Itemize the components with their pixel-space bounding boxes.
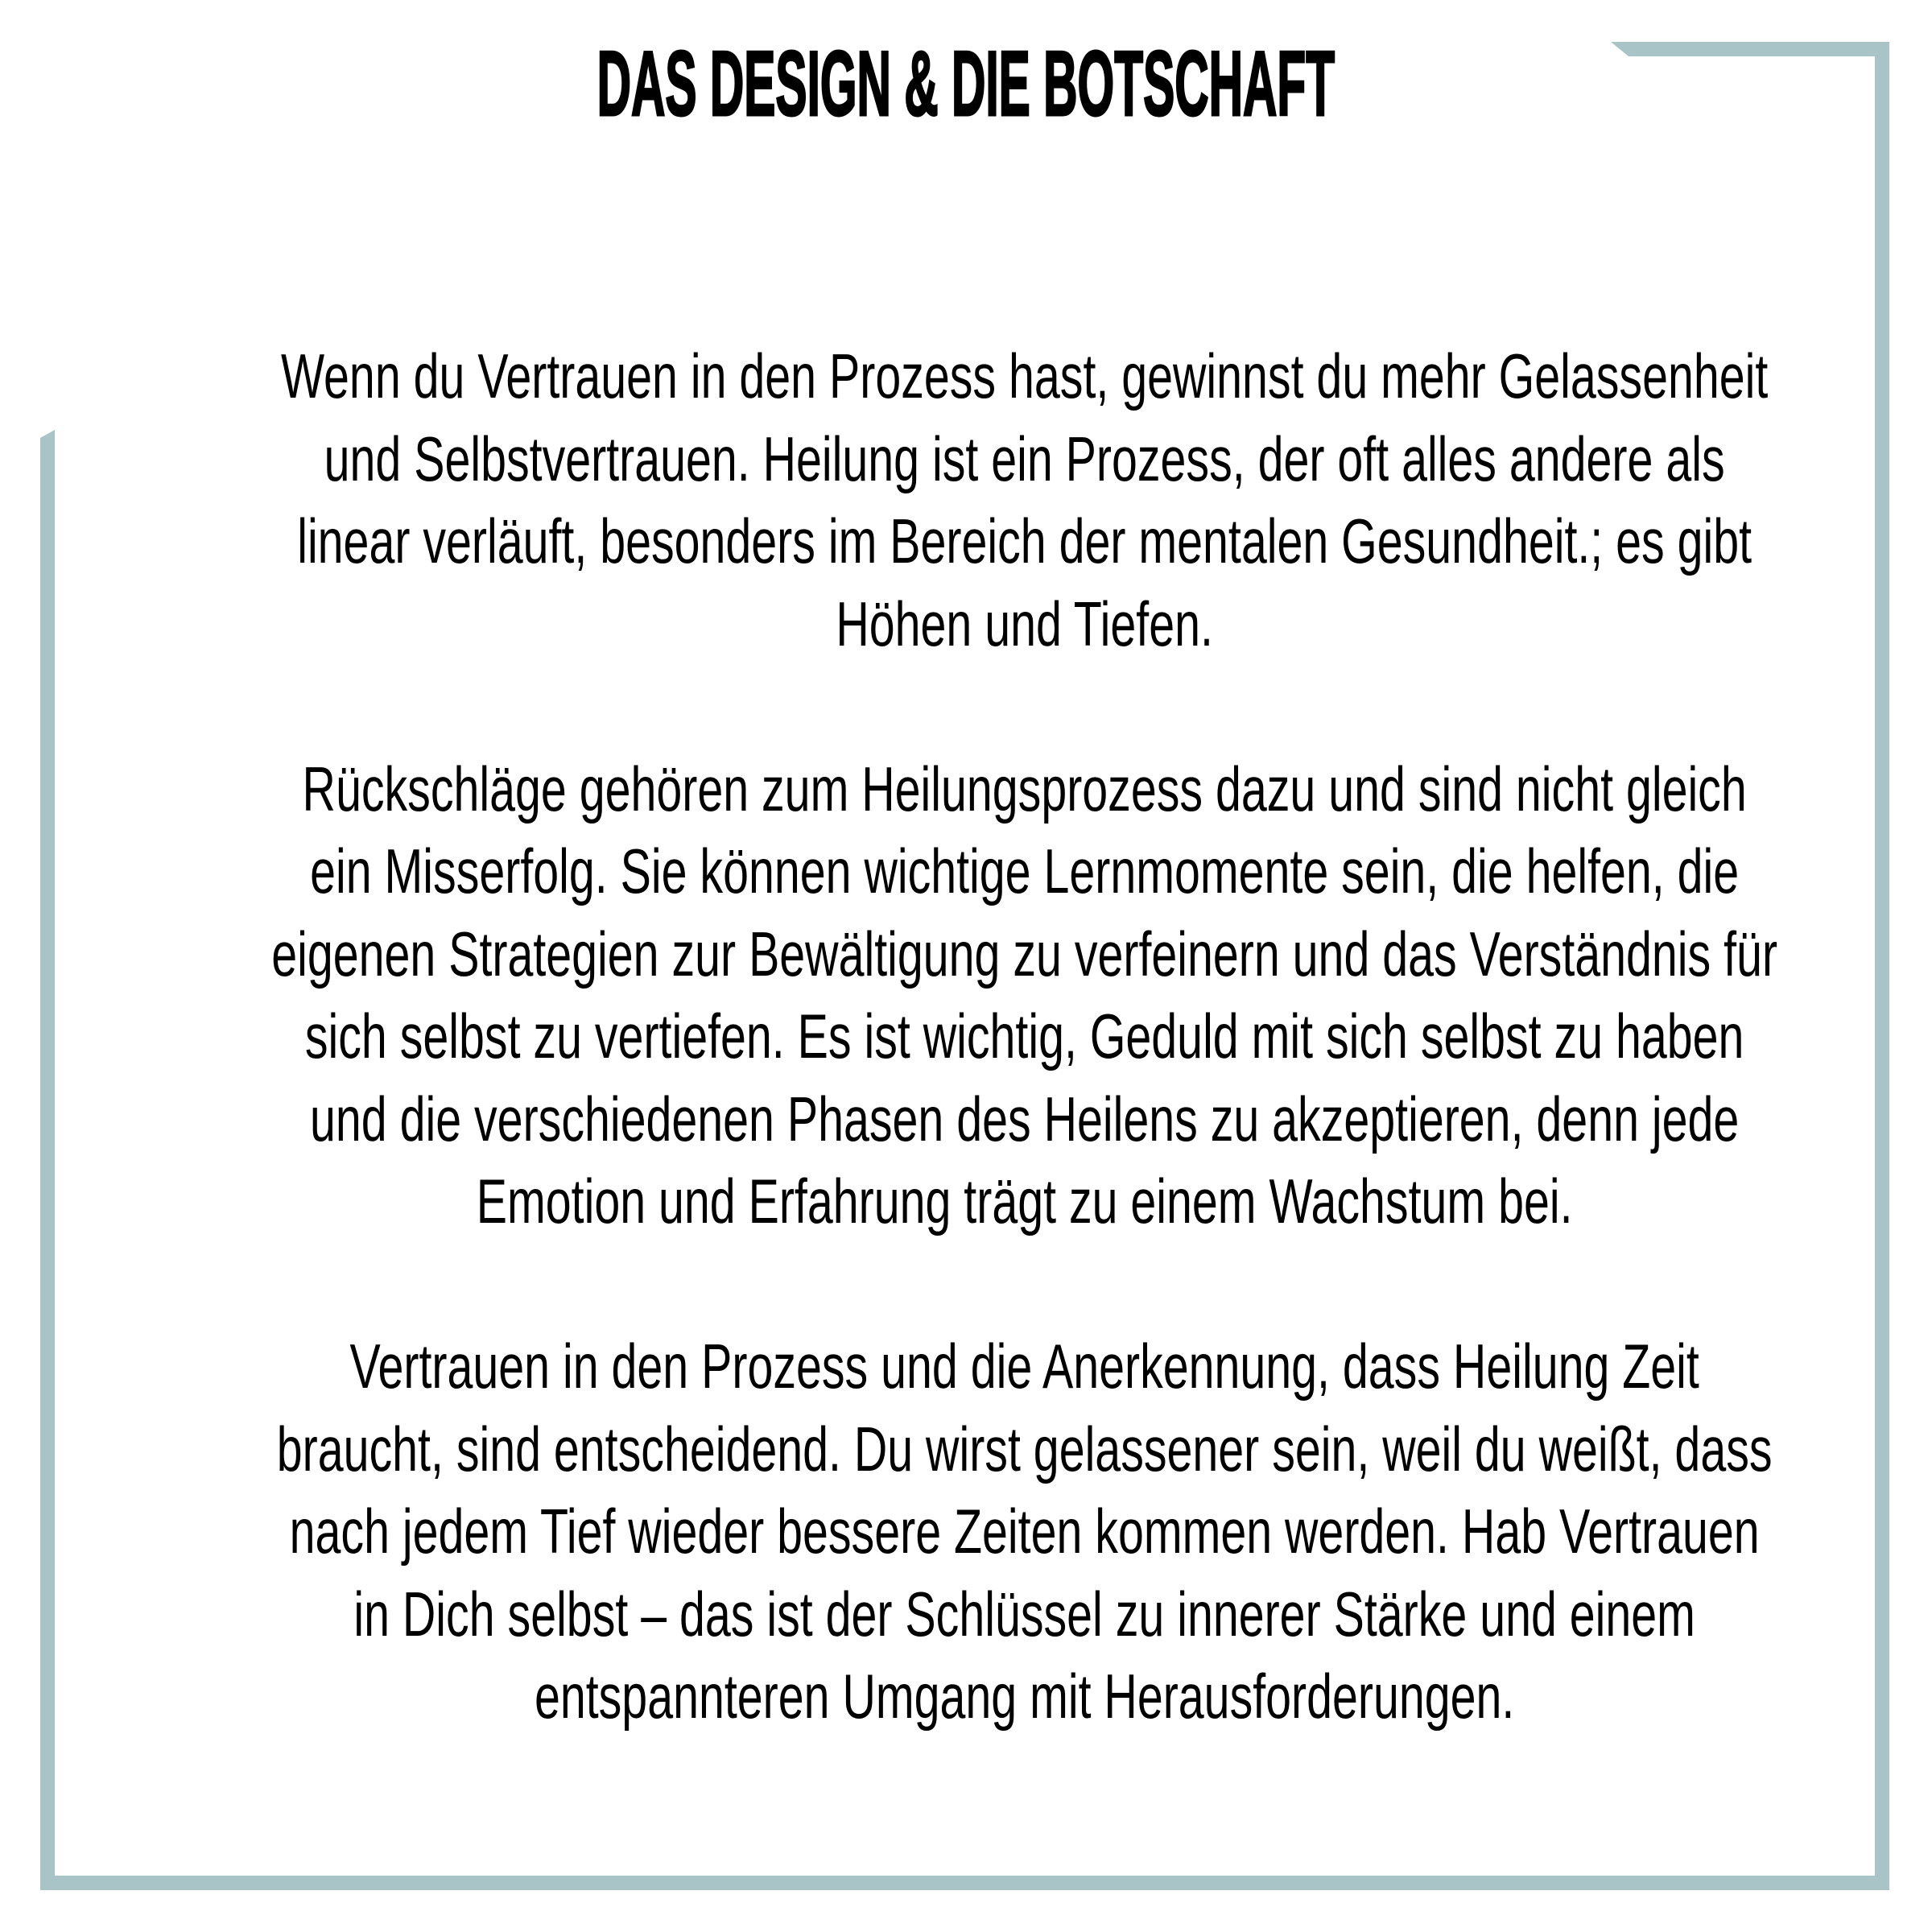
header: [0, 32, 1932, 137]
body-text-block: [271, 335, 1777, 1738]
text-line: und Selbstvertrauen. Heilung ist ein Prozess, der oft alles andere als: [324, 423, 1725, 494]
text-line: Rückschläge gehören zum Heilungsprozess dazu und sind nicht gleich: [302, 753, 1747, 824]
text-line: eigenen Strategien zur Bewältigung zu verfeinern und das Verständnis für: [271, 918, 1778, 989]
text-line: in Dich selbst – das ist der Schlüssel zu innerer Stärke und einem: [353, 1578, 1695, 1649]
frame-bottom-border: [40, 1876, 1889, 1890]
paragraph-3: [271, 1325, 1777, 1738]
text-line: ein Misserfolg. Sie können wichtige Lernmomente sein, die helfen, die: [310, 836, 1740, 906]
page-title: DAS DESIGN & DIE BOTSCHAFT: [597, 33, 1335, 135]
text-line: Höhen und Tiefen.: [836, 588, 1213, 659]
text-line: nach jedem Tief wieder bessere Zeiten kommen werden. Hab Vertrauen: [289, 1496, 1760, 1567]
paragraph-spacer: [271, 1243, 1777, 1326]
text-line: Emotion und Erfahrung trägt zu einem Wachstum bei.: [476, 1166, 1573, 1236]
body-content: [0, 335, 1932, 1738]
text-line: linear verläuft, besonders im Bereich der mentalen Gesundheit.; es gibt: [297, 506, 1752, 576]
text-line: und die verschiedenen Phasen des Heilens zu akzeptieren, denn jede: [310, 1083, 1740, 1154]
text-line: sich selbst zu vertiefen. Es ist wichtig, Geduld mit sich selbst zu haben: [304, 1001, 1744, 1071]
paragraph-spacer: [271, 665, 1777, 748]
paragraph-1: [271, 335, 1777, 665]
paragraph-2: [271, 748, 1777, 1243]
text-line: braucht, sind entscheidend. Du wirst gelassener sein, weil du weißt, dass: [276, 1413, 1773, 1484]
text-line: entspannteren Umgang mit Herausforderungen.: [534, 1661, 1515, 1732]
text-line: Vertrauen in den Prozess und die Anerkennung, dass Heilung Zeit: [349, 1331, 1699, 1402]
text-line: Wenn du Vertrauen in den Prozess hast, gewinnst du mehr Gelassenheit: [280, 341, 1769, 411]
